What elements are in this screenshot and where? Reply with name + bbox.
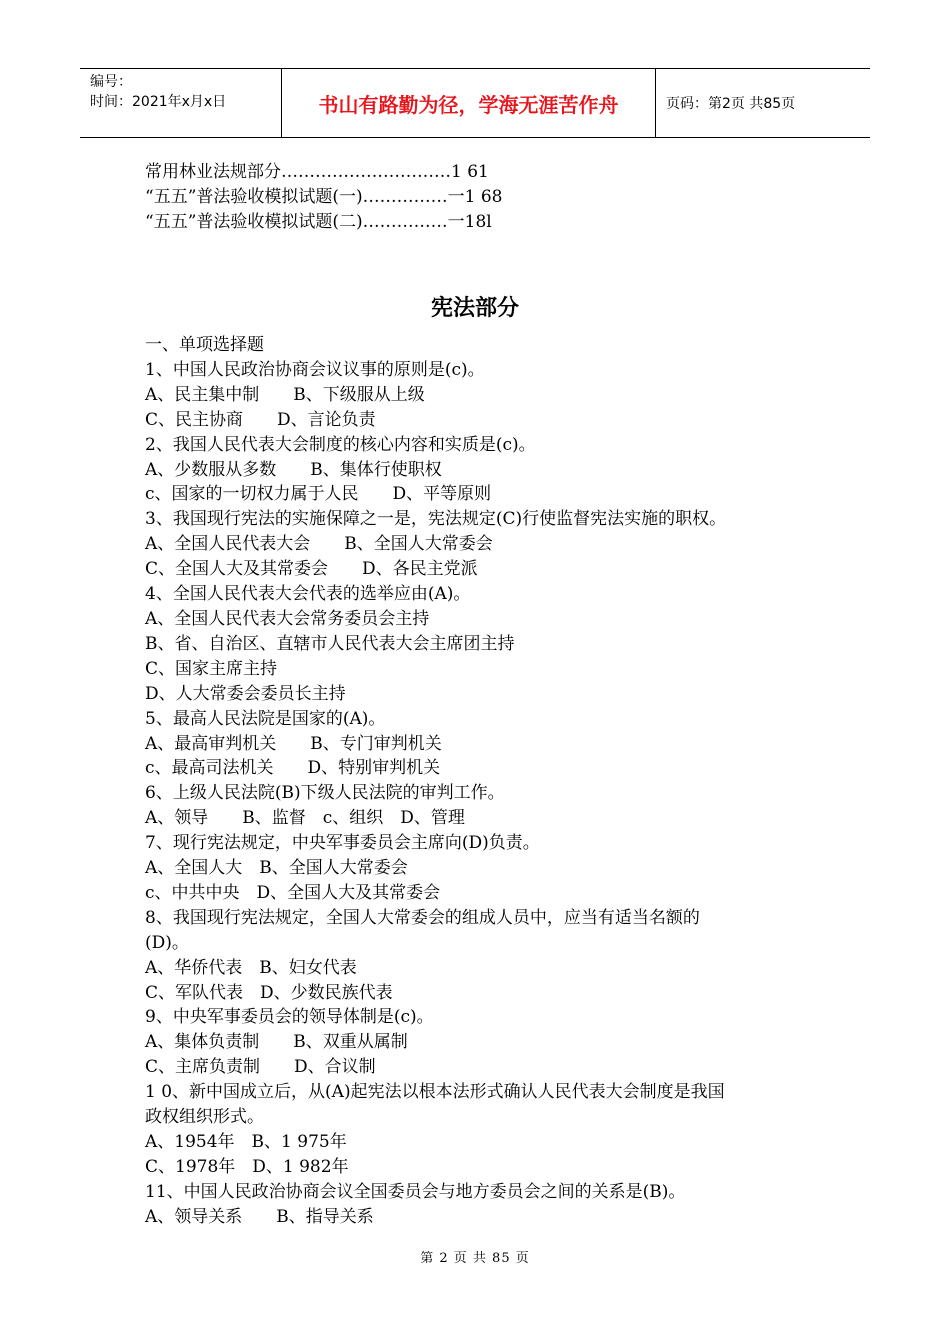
text-line: c、最高司法机关 D、特别审判机关 (145, 758, 441, 779)
page-footer: 第 2 页 共 85 页 (420, 1251, 530, 1266)
text-line: 9、中央军事委员会的领导体制是(c)。 (145, 1007, 434, 1028)
text-line: c、中共中央 D、全国人大及其常委会 (145, 882, 441, 903)
toc-entry: 常用林业法规部分…………………………1 61 (145, 162, 489, 182)
text-line: 7、现行宪法规定，中央军事委员会主席向(D)负责。 (145, 833, 540, 854)
number-label: 编号： (90, 74, 132, 90)
text-line: B、省、自治区、直辖市人民代表大会主席团主持 (145, 633, 515, 654)
text-line: 一、单项选择题 (145, 335, 264, 355)
text-line: (D)。 (145, 932, 189, 953)
section-title: 宪法部分 (430, 296, 519, 321)
text-line: 1 0、新中国成立后，从(A)起宪法以根本法形式确认人民代表大会制度是我国 (145, 1082, 725, 1103)
text-line: A、全国人民代表大会常务委员会主持 (145, 608, 430, 629)
text-line: A、民主集中制 B、下级服从上级 (145, 384, 425, 405)
toc-entry: “五五”普法验收模拟试题(一)……………一1 68 (145, 186, 503, 207)
text-line: C、国家主席主持 (145, 658, 278, 679)
question-body (145, 333, 815, 1230)
header-page-info: 页码：第2页 共85页 (666, 96, 796, 112)
text-line: 5、最高人民法院是国家的(A)。 (145, 708, 386, 729)
text-line: 4、全国人民代表大会代表的选举应由(A)。 (145, 584, 471, 605)
text-line: A、华侨代表 B、妇女代表 (145, 957, 357, 978)
text-line: 3、我国现行宪法的实施保障之一是，宪法规定(C)行使监督宪法实施的职权。 (145, 509, 727, 530)
text-line: A、集体负责制 B、双重从属制 (145, 1032, 408, 1053)
text-line: C、全国人大及其常委会 D、各民主党派 (145, 559, 478, 580)
page-header (80, 68, 870, 138)
text-line: 6、上级人民法院(B)下级人民法院的审判工作。 (145, 783, 505, 804)
text-line: A、少数服从多数 B、集体行使职权 (145, 459, 442, 480)
text-line: A、领导关系 B、指导关系 (145, 1206, 374, 1227)
time-label: 时间：2021年x月x日 (90, 94, 227, 110)
text-line: A、1954年 B、1 975年 (145, 1132, 347, 1152)
text-line: C、主席负责制 D、合议制 (145, 1057, 376, 1078)
text-line: A、全国人大 B、全国人大常委会 (145, 858, 408, 879)
text-line: 11、中国人民政治协商会议全国委员会与地方委员会之间的关系是(B)。 (145, 1181, 686, 1202)
text-line: 2、我国人民代表大会制度的核心内容和实质是(c)。 (145, 434, 536, 455)
toc-entry: “五五”普法验收模拟试题(二)……………一18l (145, 211, 492, 232)
header-motto: 书山有路勤为径，学海无涯苦作舟 (282, 69, 656, 137)
text-line: C、民主协商 D、言论负责 (145, 409, 376, 430)
text-line: A、领导 B、监督 c、组织 D、管理 (145, 808, 465, 829)
header-meta (80, 69, 282, 137)
text-line: C、军队代表 D、少数民族代表 (145, 982, 393, 1003)
text-line: 政权组织形式。 (145, 1107, 264, 1128)
table-of-contents (145, 160, 825, 235)
text-line: 8、我国现行宪法规定，全国人大常委会的组成人员中，应当有适当名额的 (145, 907, 700, 928)
text-line: 1、中国人民政治协商会议议事的原则是(c)。 (145, 359, 485, 380)
text-line: C、1978年 D、1 982年 (145, 1156, 349, 1177)
text-line: D、人大常委会委员长主持 (145, 683, 346, 704)
text-line: c、国家的一切权力属于人民 D、平等原则 (145, 484, 492, 505)
text-line: A、最高审判机关 B、专门审判机关 (145, 733, 442, 754)
text-line: A、全国人民代表大会 B、全国人大常委会 (145, 534, 493, 555)
